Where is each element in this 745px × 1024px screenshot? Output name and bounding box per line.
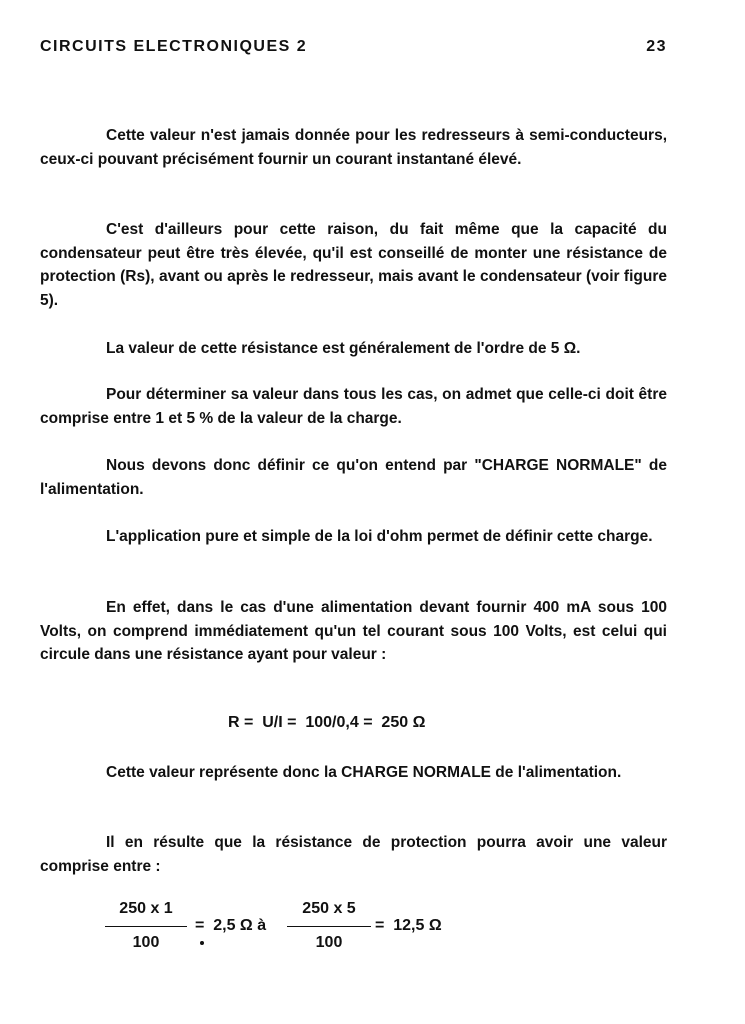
fraction-low-numerator: 250 x 1: [119, 900, 173, 917]
fraction-low-denominator: 100: [132, 934, 160, 951]
fraction-middle-text: = 2,5 Ω à: [195, 917, 267, 934]
paragraph-1: Cette valeur n'est jamais donnée pour les redresseurs à semi-conducteurs, ceux-ci pouvant précisément fournir un courant instantané élevé.: [40, 127, 667, 168]
fraction-low-bar: [105, 926, 187, 927]
ohm-law-formula: R = U/I = 100/0,4 = 250 Ω: [228, 714, 426, 731]
fraction-high-numerator: 250 x 5: [302, 900, 356, 917]
paragraph-4: Pour déterminer sa valeur dans tous les cas, on admet que celle-ci doit être comprise entre 1 et 5 % de la valeur de la charge.: [40, 386, 667, 427]
stray-dot: [200, 941, 204, 945]
paragraph-9: Il en résulte que la résistance de protection pourra avoir une valeur comprise entre :: [40, 834, 667, 875]
paragraph-6: L'application pure et simple de la loi d'ohm permet de définir cette charge.: [106, 528, 653, 545]
book-title: CIRCUITS ELECTRONIQUES 2: [40, 38, 308, 55]
page-header: [40, 38, 667, 56]
paragraph-5: Nous devons donc définir ce qu'on entend par "CHARGE NORMALE" de l'alimentation.: [40, 457, 667, 498]
fraction-result-text: = 12,5 Ω: [375, 917, 442, 934]
paragraph-8: Cette valeur représente donc la CHARGE NORMALE de l'alimentation.: [106, 764, 622, 781]
paragraph-2: C'est d'ailleurs pour cette raison, du fait même que la capacité du condensateur peut être très élevée, qu'il est conseillé de monter une résistance de protection (Rs), avant ou après le redresseur, mais avant le condensateur (voir figure 5).: [40, 221, 667, 309]
fraction-high: [287, 900, 371, 956]
paragraph-7: En effet, dans le cas d'une alimentation devant fournir 400 mA sous 100 Volts, on comprend immédiatement qu'un tel courant sous 100 Volts, est celui qui circule dans une résistance ayant pour valeur :: [40, 599, 667, 663]
fraction-high-bar: [287, 926, 371, 927]
fraction-high-denominator: 100: [315, 934, 343, 951]
page-number: 23: [646, 38, 667, 55]
fraction-low: [105, 900, 187, 956]
paragraph-3: La valeur de cette résistance est généralement de l'ordre de 5 Ω.: [106, 340, 581, 357]
